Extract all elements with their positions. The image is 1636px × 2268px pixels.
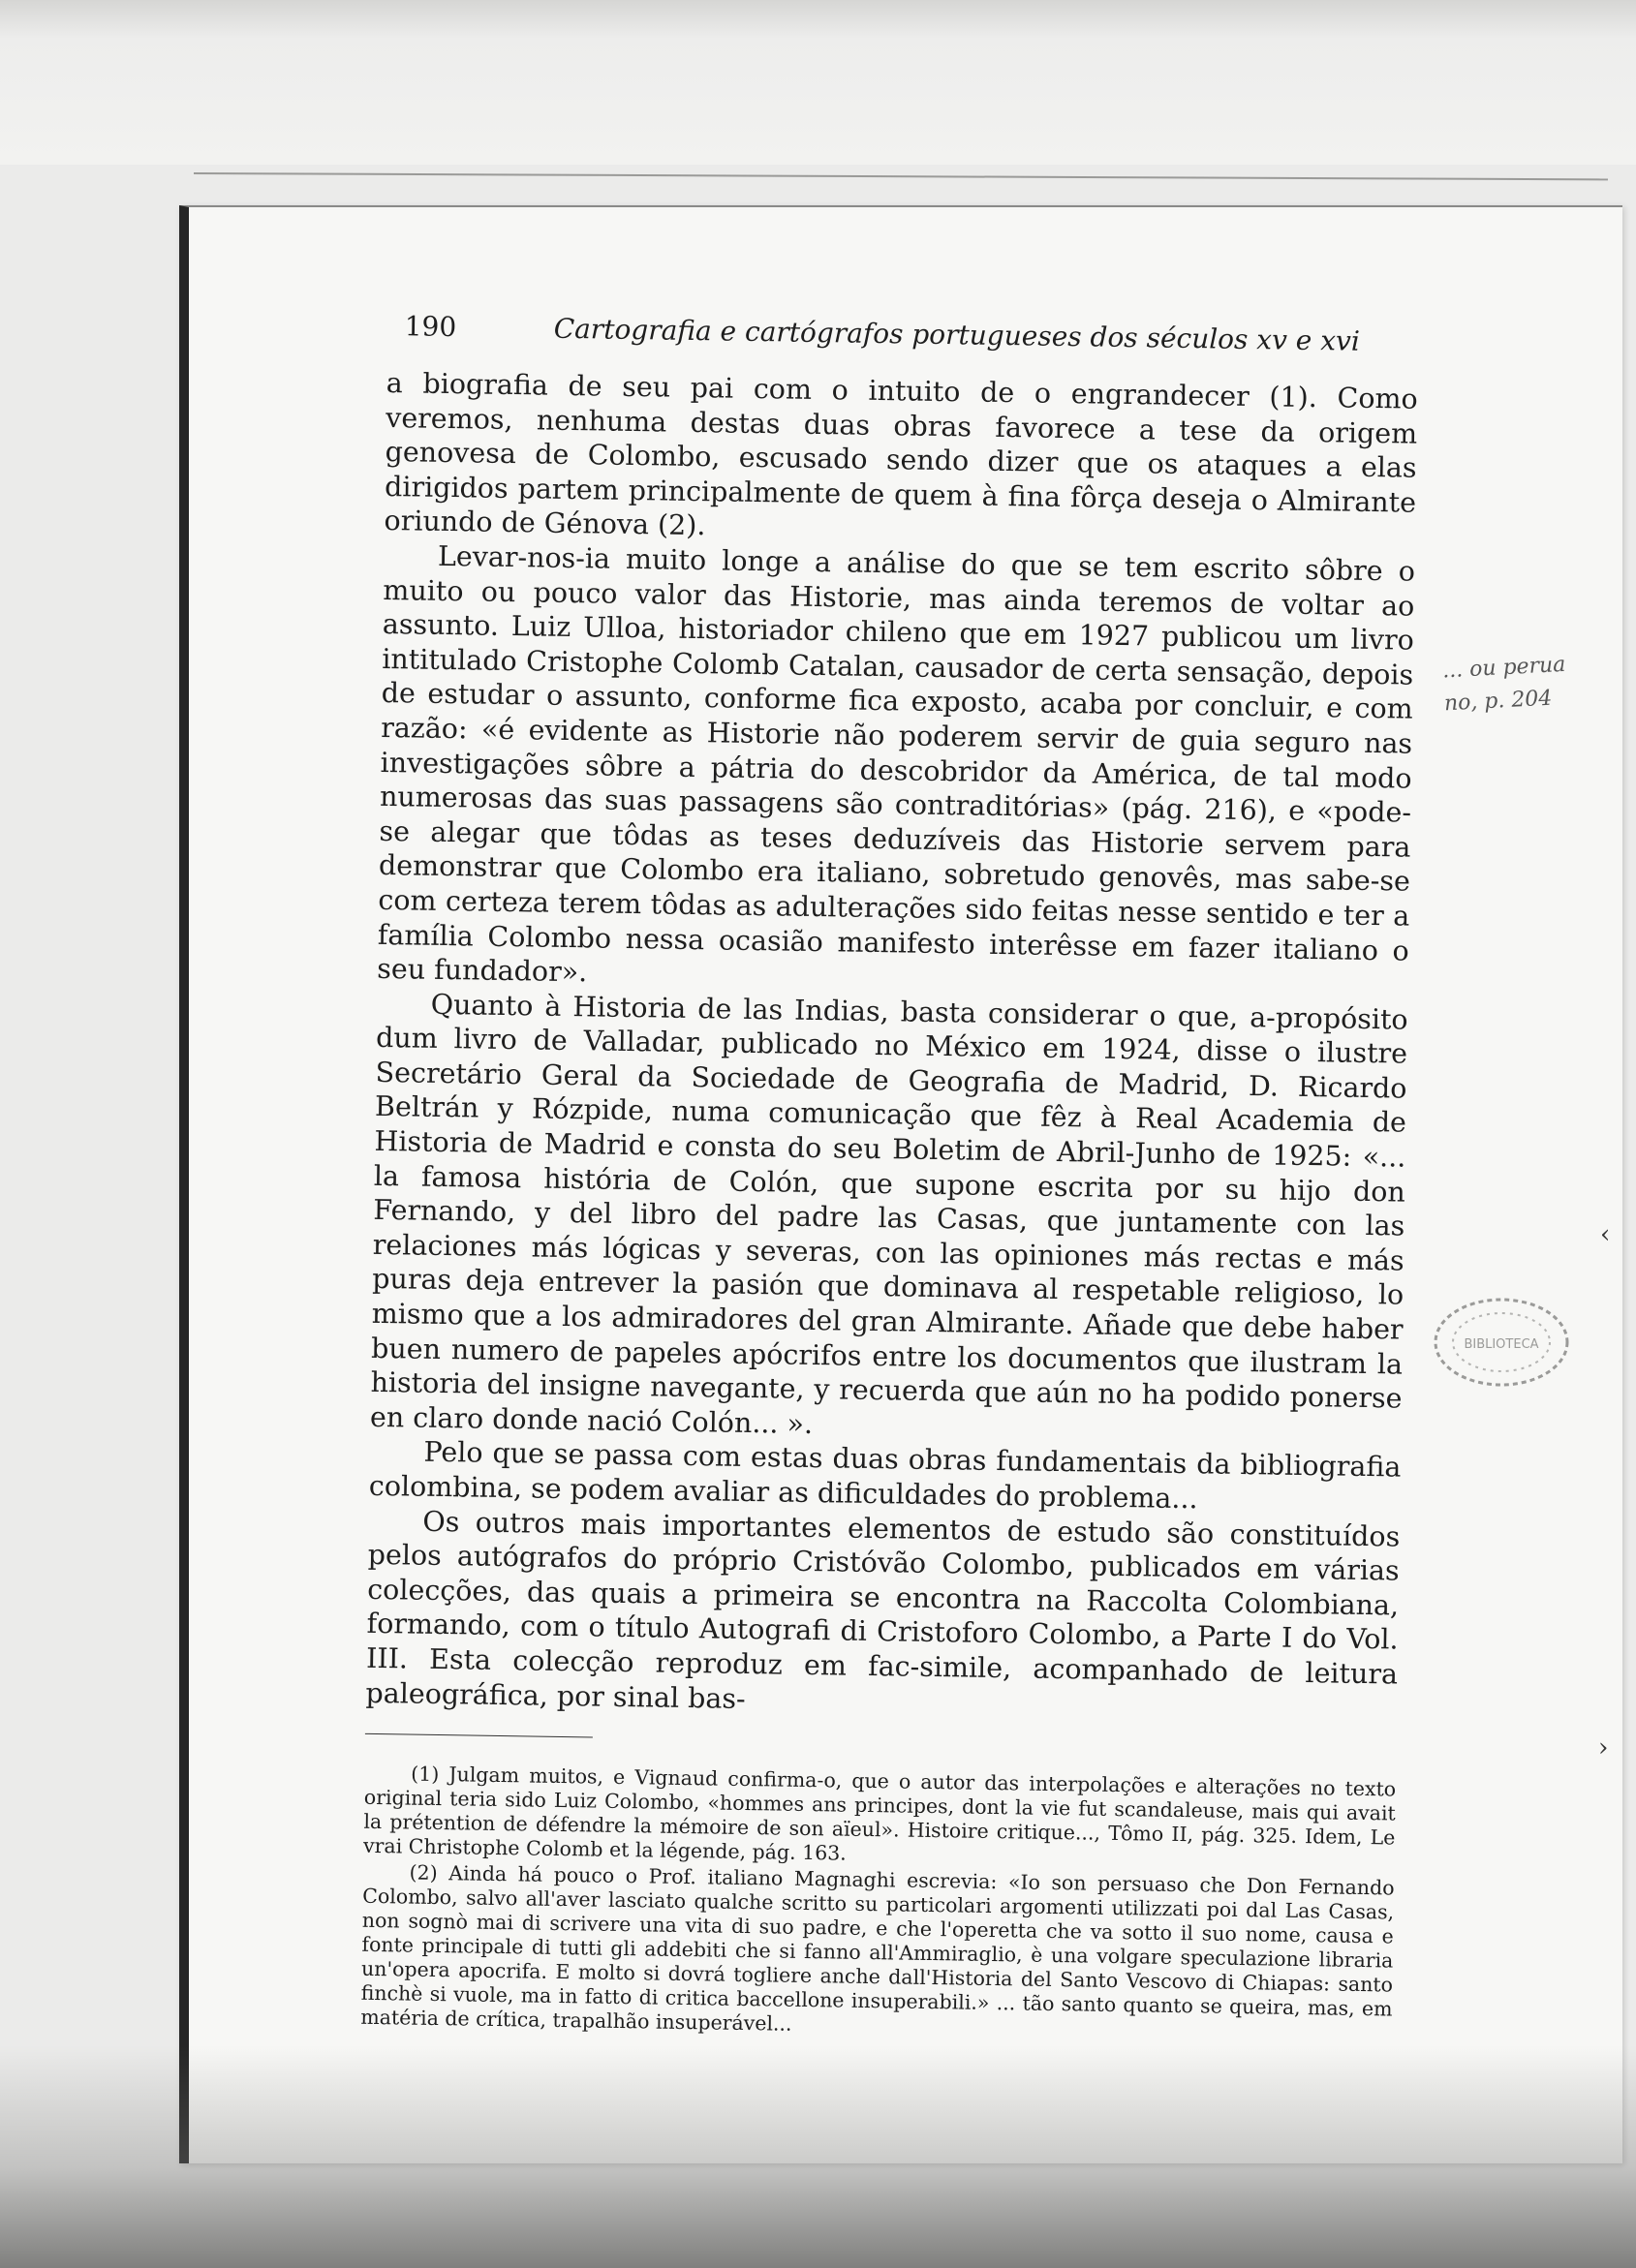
body-paragraph: Levar-nos-ia muito longe a análise do que se tem escrito sôbre o muito ou pouco valor das Historie, mas ainda teremos de voltar ao assunto. Luiz Ulloa, historiador chileno que em 1927 publicou um livro intitulado Cristophe Colomb Catalan, causador de certa sensação, depois de estudar o assunto, conforme fica exposto, acaba por concluir, e com razão: «é evidente as Historie não poderem servir de guia seguro nas investigações sôbre a pátria do descobridor da América, de tal modo numerosas das suas passagens são contraditórias» (pág. 216), e «pode-se alegar que tôdas as teses deduzíveis das Historie servem para demonstrar que Colombo era italiano, sobretudo genovês, mas sabe-se com certeza terem tôdas as adulterações sido feitas nesse sentido e ter a família Colombo nessa ocasião manifesto interêsse em fazer italiano o seu fundador». — [377, 539, 1416, 989]
body-text — [365, 366, 1418, 1727]
footnote: (2) Ainda há pouco o Prof. italiano Magnaghi escrevia: «Io son persuaso che Don Fernando Colombo, salvo all'aver lasciato qualche scritto su particolari argomenti utilizzati poi dal Las Casas, non sognò mai di scrivere una vita di suo padre, e che l'operetta che va sotto il suo nome, causa e fonte principale di tutti gli addebiti che si fanno all'Ammiraglio, è una volgare speculazione libraria un'opera apocrifa. E molto si dovrá togliere anche dall'Historia del Santo Vescovo di Chiapas: santo finchè si vuole, ma in fatto di critica baccellone insuperabili.» ... tão santo quanto se queira, mas, em matéria de crítica, trapalhão insuperável... — [360, 1860, 1395, 2036]
scan-bottom-shadow — [0, 2045, 1636, 2268]
running-title: Cartografia e cartógrafos portugueses dos séculos xv e xvi — [553, 312, 1361, 357]
handwritten-margin-note — [1441, 647, 1609, 721]
footnote-separator — [365, 1733, 593, 1738]
top-edge-line — [194, 172, 1608, 180]
margin-note-line: ... ou perua — [1441, 652, 1566, 684]
body-paragraph: Os outros mais importantes elementos de estudo são constituídos pelos autógrafos do próprio Cristóvão Colombo, publicados em várias colecções, das quais a primeira se encontra na Raccolta Colombiana, formando, com o título Autografi di Cristoforo Colombo, a Parte I do Vol. III. Esta colecção reproduz em fac-simile, acompanhado de leitura paleográfica, por sinal bas- — [365, 1505, 1401, 1715]
page-edge-mark: ‹ — [1600, 1220, 1611, 1249]
page-content — [360, 310, 1419, 2060]
page-edge-mark: › — [1598, 1733, 1609, 1762]
scan-top-shadow — [0, 0, 1636, 165]
margin-note-line: no, p. 204 — [1443, 686, 1553, 717]
body-paragraph: Pelo que se passa com estas duas obras fundamentais da bibliografia colombina, se podem avaliar as dificuldades do problema... — [368, 1436, 1402, 1516]
body-paragraph: a biografia de seu pai com o intuito de o engrandecer (1). Como veremos, nenhuma destas duas obras favorece a tese da origem genovesa de Colombo, escusado sendo dizer que os ataques a elas dirigidos partem principalmente de quem à fina fôrça deseja o Almirante oriundo de Génova (2). — [384, 366, 1418, 542]
footnotes — [360, 1762, 1396, 2046]
footnote: (1) Julgam muitos, e Vignaud confirma-o, que o autor das interpolações e alterações no texto original teria sido Luiz Colombo, «hommes ans principes, dont la vie fut scandaleuse, mais qui avait la prétention de défendre la mémoire de son aïeul». Histoire critique..., Tômo II, pág. 325. Idem, Le vrai Christophe Colomb et la légende, pág. 163. — [362, 1762, 1397, 1865]
library-stamp-icon — [1409, 1286, 1574, 1393]
page-number: 190 — [404, 310, 457, 344]
stamp-text: BIBLIOTECA — [1464, 1337, 1539, 1352]
body-paragraph: Quanto à Historia de las Indias, basta considerar o que, a-propósito dum livro de Valladar, publicado no México em 1924, disse o ilustre Secretário Geral da Sociedade de Geografia de Madrid, D. Ricardo Beltrán y Rózpide, numa comunicação que fêz à Real Academia de Historia de Madrid e consta do seu Boletim de Abril-Junho de 1925: «... la famosa história de Colón, que supone escrita por su hijo don Fernando, y del libro del padre las Casas, que juntamente con las relaciones más lógicas y severas, con las opiniones más rectas e más puras deja entrever la pasión que dominava al respetable religioso, lo mismo que a los admiradores del gran Almirante. Añade que debe haber buen numero de papeles apócrifos entre los documentos que ilustram la historia del insigne navegante, y recuerda que aún no ha podido ponerse en claro donde nació Colón... ». — [369, 988, 1408, 1440]
